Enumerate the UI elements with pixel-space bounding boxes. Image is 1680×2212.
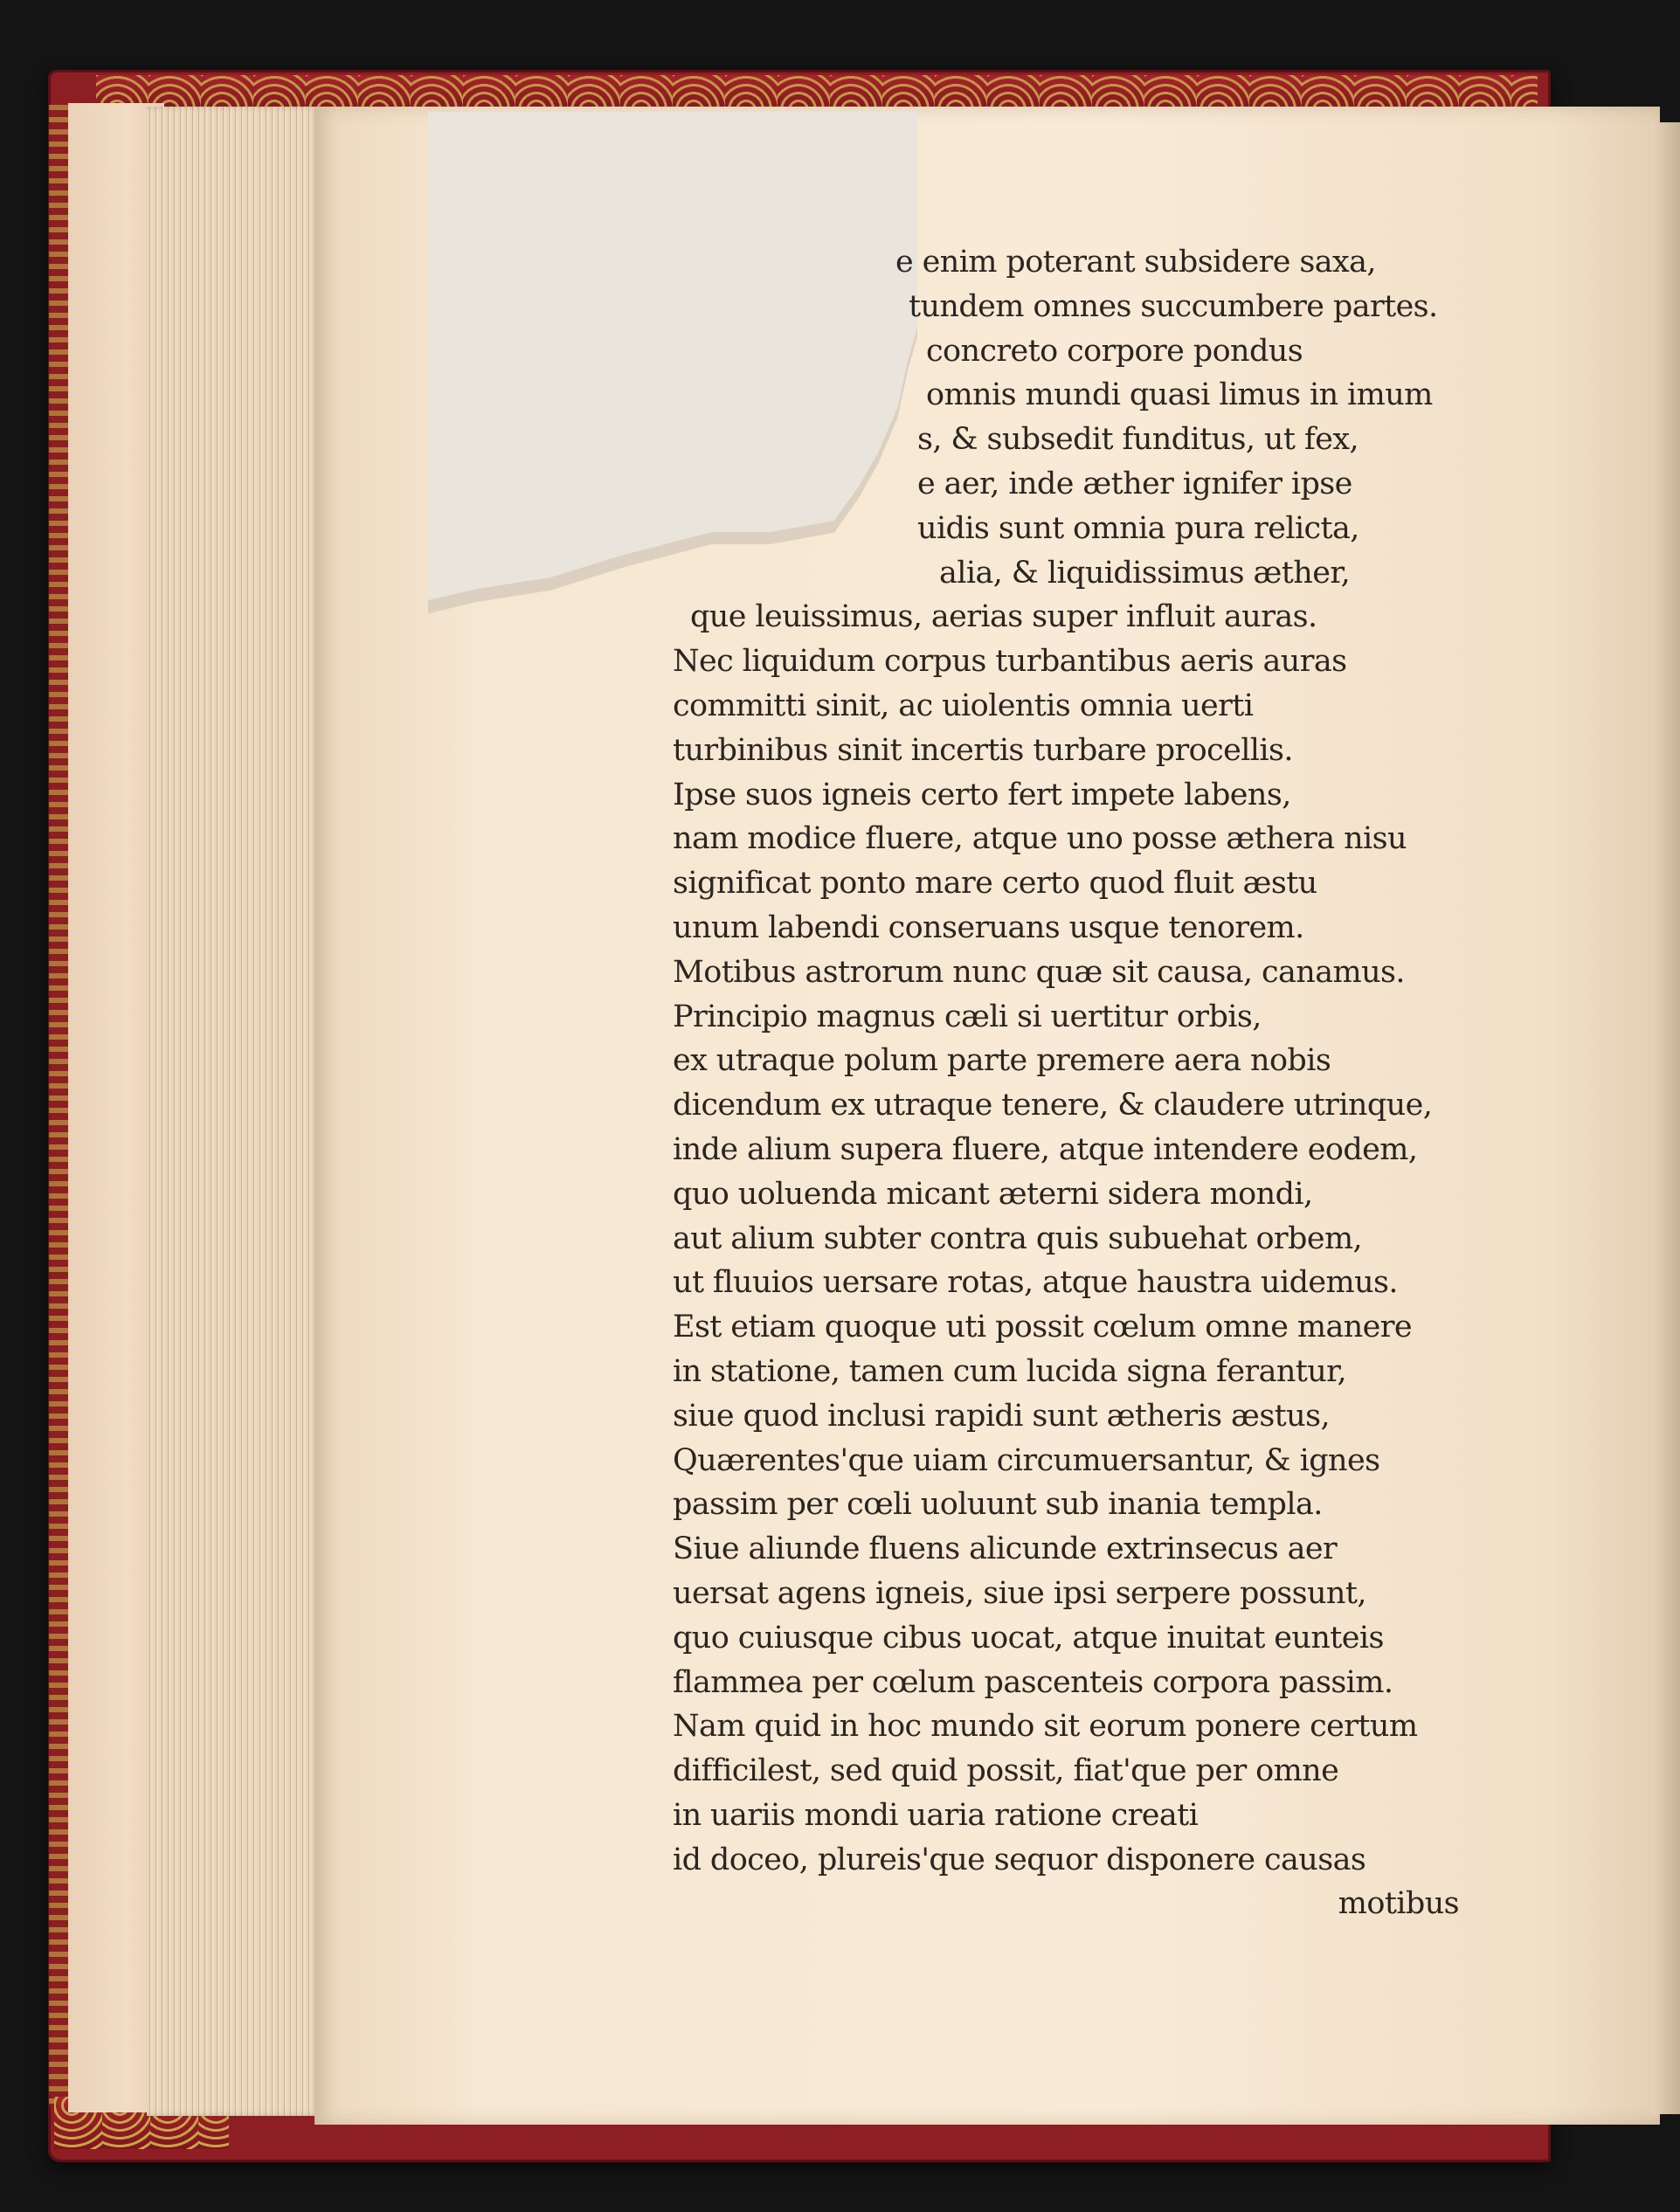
text-line: que leuissimus, aerias super influit auras.: [690, 599, 1317, 635]
text-line: s, & subsedit funditus, ut fex,: [917, 422, 1359, 458]
text-line: difficilest, sed quid possit, fiat'que per omne: [673, 1753, 1339, 1789]
text-line: Nec liquidum corpus turbantibus aeris auras: [673, 644, 1347, 680]
text-line: uidis sunt omnia pura relicta,: [917, 510, 1359, 546]
text-line: Ipse suos igneis certo fert impete labens,: [673, 777, 1291, 812]
text-line: e enim poterant subsidere saxa,: [895, 245, 1376, 280]
text-line: id doceo, plureis'que sequor disponere causas: [673, 1842, 1366, 1877]
text-line: alia, & liquidissimus æther,: [939, 555, 1351, 591]
text-line: passim per cœli uoluunt sub inania templa.: [673, 1487, 1323, 1523]
text-line: nam modice fluere, atque uno posse æthera nisu: [673, 821, 1407, 857]
gilt-border-left: [49, 105, 68, 2105]
text-line: quo cuiusque cibus uocat, atque inuitat eunteis: [673, 1620, 1384, 1656]
text-line: unum labendi conseruans usque tenorem.: [673, 909, 1304, 945]
text-line: in statione, tamen cum lucida signa ferantur,: [673, 1353, 1346, 1389]
text-line: committi sinit, ac uiolentis omnia uerti: [673, 688, 1254, 723]
text-line: concreto corpore pondus: [926, 333, 1303, 369]
text-line: Motibus astrorum nunc quæ sit causa, canamus.: [673, 954, 1405, 990]
text-line: dicendum ex utraque tenere, & claudere utrinque,: [673, 1088, 1433, 1123]
page-edges: [147, 107, 321, 2116]
text-line: siue quod inclusi rapidi sunt ætheris æstus,: [673, 1398, 1330, 1434]
text-line: uersat agens igneis, siue ipsi serpere possunt,: [673, 1575, 1366, 1611]
text-line: Est etiam quoque uti possit cœlum omne manere: [673, 1310, 1413, 1345]
text-line: tundem omnes succumbere partes.: [909, 288, 1438, 324]
text-line: ex utraque polum parte premere aera nobis: [673, 1043, 1331, 1079]
text-line: quo uoluenda micant æterni sidera mondi,: [673, 1176, 1313, 1212]
text-line: Siue aliunde fluens alicunde extrinsecus aer: [673, 1531, 1338, 1567]
text-line: in uariis mondi uaria ratione creati: [673, 1797, 1199, 1833]
text-line: turbinibus sinit incertis turbare procellis.: [673, 732, 1293, 768]
text-line: inde alium supera fluere, atque intendere eodem,: [673, 1131, 1418, 1167]
facing-page-edge: [1651, 122, 1680, 2114]
text-line: flammea per cœlum pascenteis corpora passim.: [673, 1664, 1393, 1700]
text-line: Quærentes'que uiam circumuersantur, & ignes: [673, 1442, 1380, 1478]
text-line: Nam quid in hoc mundo sit eorum ponere certum: [673, 1709, 1418, 1745]
latin-text-block: [673, 240, 1546, 1926]
text-line: omnis mundi quasi limus in imum: [926, 377, 1433, 413]
text-line: e aer, inde æther ignifer ipse: [917, 466, 1352, 501]
text-line: ut fluuios uersare rotas, atque haustra uidemus.: [673, 1265, 1398, 1301]
text-line: aut alium subter contra quis subuehat orbem,: [673, 1220, 1363, 1256]
text-line: significat ponto mare certo quod fluit æstu: [673, 866, 1317, 902]
catchword: motibus: [1338, 1886, 1459, 1922]
text-line: Principio magnus cæli si uertitur orbis,: [673, 999, 1262, 1034]
